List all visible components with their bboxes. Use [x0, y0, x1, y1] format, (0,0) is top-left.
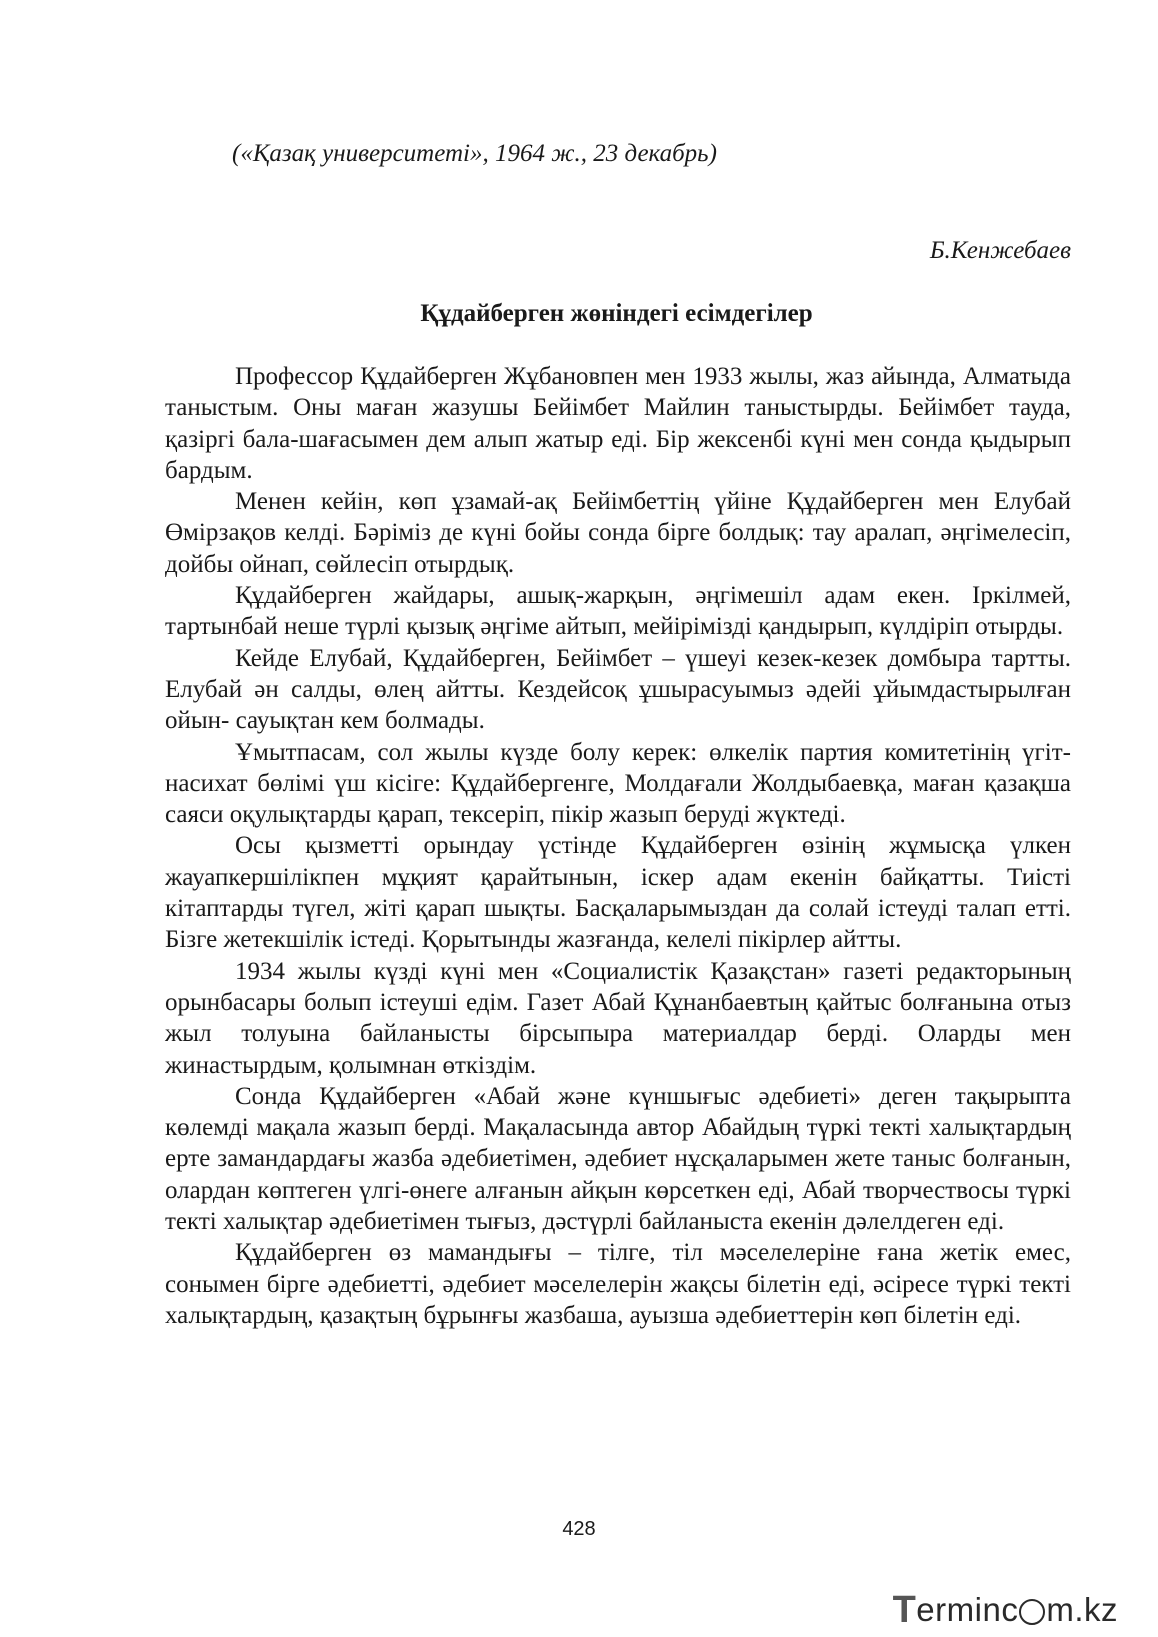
paragraph-2: Менен кейін, көп ұзамай-ақ Бейімбеттің үйіне Құдайберген мен Елубай Өмірзақов келді. Бәріміз де күні бойы сонда бірге болдық: тау аралап, әңгімелесіп, дойбы ойнап, сөйлесіп отырдық. [165, 488, 1071, 578]
watermark-text-suffix: m.kz [1046, 1591, 1118, 1628]
article-body [165, 361, 1071, 1331]
page-number: 428 [562, 1518, 596, 1540]
paragraph-6: Осы қызметті орындау үстінде Құдайберген өзінің жұмысқа үлкен жауапкершілікпен мұқият қарайтынын, іскер адам екенін байқатты. Тиісті кітаптарды түгел, жіті қарап шықты. Басқаларымыздан да солай істеуді талап етті. Бізге жетекшілік істеді. Қорытынды жазғанда, келелі пікірлер айтты. [165, 832, 1071, 954]
paragraph-9: Құдайберген өз мамандығы – тілге, тіл мәселелеріне ғана жетік емес, сонымен бірге әдебиетті, әдебиет мәселелерін жақсы білетін еді, әсіресе түркі текті халықтардың, қазақтың бұрынғы жазбаша, ауызша әдебиеттерін көп білетін еді. [165, 1239, 1071, 1329]
watermark-text-middle: erminc [916, 1591, 1019, 1628]
article-title: Құдайберген жөніндегі есімдегілер [420, 300, 813, 327]
watermark-letter: T [892, 1588, 917, 1631]
paragraph-4: Кейде Елубай, Құдайберген, Бейімбет – үшеуі кезек-кезек домбыра тартты. Елубай ән салды, өлең айтты. Кездейсоқ ұшырасуымыз әдейі ұйымдастырылған ойын- сауықтан кем болмады. [165, 644, 1071, 735]
paragraph-7: 1934 жылы күзді күні мен «Социалистік Қазақстан» газеті редакторының орынбасары болып істеуші едім. Газет Абай Құнанбаевтың қайтыс болғанына отыз жыл толуына байланысты бірсыпыра материалдар берді. Оларды мен жинастырдым, қолымнан өткіздім. [165, 957, 1071, 1079]
paragraph-8: Сонда Құдайберген «Абай және күншығыс әдебиеті» деген тақырыпта көлемді мақала жазып берді. Мақаласында автор Абайдың түркі текті халықтардың ерте замандардағы жазба әдебиетімен, әдебиет нұсқаларымен жете таныс болғанын, олардан көптеген үлгі-өнеге алғанын айқын көрсеткен еді, Абай творчествосы түркі текті халықтар әдебиетімен тығыз, дәстүрлі байланыста екенін дәлелдеген еді. [165, 1082, 1071, 1236]
paragraph-5: Ұмытпасам, сол жылы күзде болу керек: өлкелік партия комитетінің үгіт-насихат бөлімі үш кісіге: Құдайбергенге, Молдағали Жолдыбаевқа, маған қазақша саяси оқулықтарды қарап, тексеріп, пікір жазып беруді жүктеді. [165, 738, 1071, 829]
watermark-logo [893, 1590, 1118, 1630]
paragraph-3: Құдайберген жайдары, ашық-жарқын, әңгімешіл адам екен. Іркілмей, тартынбай неше түрлі қызық әңгіме айтып, мейірімізді қандырып, күлдіріп отырды. [165, 582, 1071, 641]
paragraph-1: Профессор Құдайберген Жұбановпен мен 1933 жылы, жаз айында, Алматыда таныстым. Оны маған жазушы Бейімбет Майлин таныстырды. Бейімбет тауда, қазіргі бала-шағасымен дем алып жатыр еді. Бір жексенбі күні мен сонда қыдырып бардым. [165, 363, 1071, 484]
source-citation: («Қазақ университеті», 1964 ж., 23 декабрь) [232, 140, 717, 167]
watermark-circle-icon [1019, 1599, 1045, 1625]
author-name: Б.Кенжебаев [929, 237, 1071, 264]
